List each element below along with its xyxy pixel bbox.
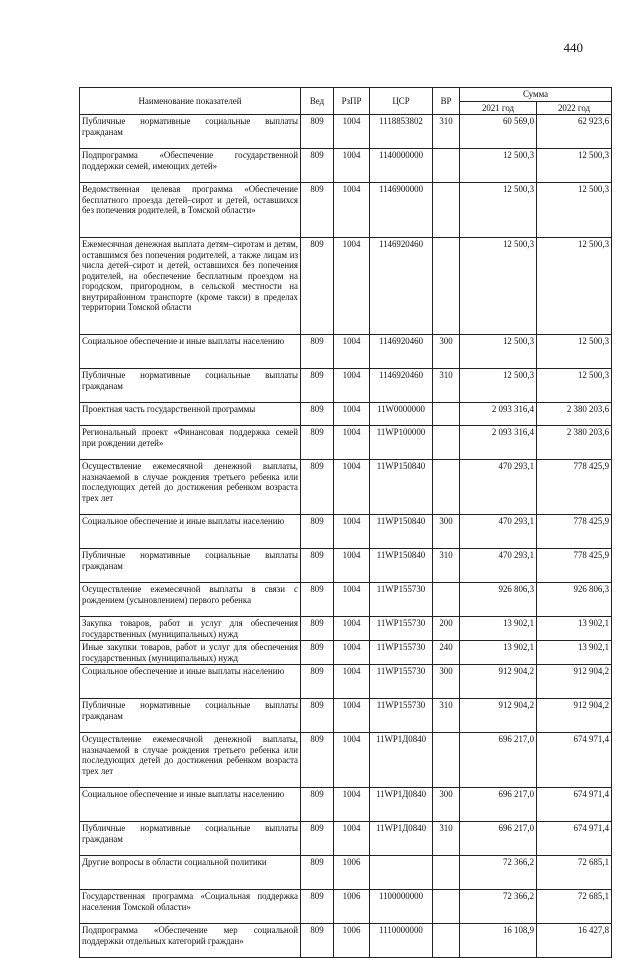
row-amount-2021: 912 904,2 xyxy=(460,665,537,699)
row-vr: 300 xyxy=(433,788,460,822)
header-csr: ЦСР xyxy=(370,88,433,115)
row-rzpr: 1004 xyxy=(334,822,370,856)
row-amount-2022: 2 380 203,6 xyxy=(537,426,612,460)
row-ved: 809 xyxy=(301,924,334,958)
row-rzpr: 1004 xyxy=(334,641,370,665)
row-rzpr: 1004 xyxy=(334,403,370,426)
header-year-2022: 2022 год xyxy=(537,101,612,115)
row-amount-2021: 470 293,1 xyxy=(460,460,537,515)
row-csr: 1146920460 xyxy=(370,238,433,335)
row-name: Закупка товаров, работ и услуг для обеспечения государственных (муниципальных) нужд xyxy=(80,617,301,641)
row-vr xyxy=(433,460,460,515)
table-row xyxy=(80,460,612,515)
row-csr: 11WP155730 xyxy=(370,583,433,617)
row-amount-2022: 926 806,3 xyxy=(537,583,612,617)
table-row xyxy=(80,549,612,583)
row-csr: 11WP1Д0840 xyxy=(370,822,433,856)
table-row xyxy=(80,115,612,149)
row-ved: 809 xyxy=(301,183,334,238)
row-amount-2021: 696 217,0 xyxy=(460,733,537,788)
row-vr xyxy=(433,583,460,617)
table-row xyxy=(80,924,612,958)
row-ved: 809 xyxy=(301,788,334,822)
row-amount-2021: 13 902,1 xyxy=(460,617,537,641)
table-row xyxy=(80,403,612,426)
row-csr: 11WP150840 xyxy=(370,515,433,549)
row-csr: 11WP100000 xyxy=(370,426,433,460)
header-year-2021: 2021 год xyxy=(460,101,537,115)
row-vr xyxy=(433,426,460,460)
row-ved: 809 xyxy=(301,369,334,403)
row-ved: 809 xyxy=(301,426,334,460)
row-name: Социальное обеспечение и иные выплаты населению xyxy=(80,665,301,699)
row-rzpr: 1004 xyxy=(334,515,370,549)
row-ved: 809 xyxy=(301,699,334,733)
row-amount-2021: 2 093 316,4 xyxy=(460,426,537,460)
row-vr: 310 xyxy=(433,115,460,149)
row-ved: 809 xyxy=(301,115,334,149)
row-name: Подпрограмма «Обеспечение государственной поддержки семей, имеющих детей» xyxy=(80,149,301,183)
row-rzpr: 1006 xyxy=(334,890,370,924)
row-name: Публичные нормативные социальные выплаты гражданам xyxy=(80,369,301,403)
row-amount-2021: 72 366,2 xyxy=(460,856,537,890)
header-summa: Сумма xyxy=(460,88,612,102)
row-csr: 1140000000 xyxy=(370,149,433,183)
row-rzpr: 1004 xyxy=(334,115,370,149)
table-row xyxy=(80,238,612,335)
row-name: Социальное обеспечение и иные выплаты населению xyxy=(80,788,301,822)
row-name: Иные закупки товаров, работ и услуг для обеспечения государственных (муниципальных) нужд xyxy=(80,641,301,665)
row-ved: 809 xyxy=(301,665,334,699)
row-rzpr: 1006 xyxy=(334,856,370,890)
table-row xyxy=(80,856,612,890)
row-vr: 310 xyxy=(433,369,460,403)
row-amount-2021: 912 904,2 xyxy=(460,699,537,733)
row-ved: 809 xyxy=(301,890,334,924)
row-rzpr: 1004 xyxy=(334,617,370,641)
row-name: Осуществление ежемесячной выплаты в связи с рождением (усыновлением) первого ребенка xyxy=(80,583,301,617)
row-vr xyxy=(433,890,460,924)
row-amount-2021: 12 500,3 xyxy=(460,369,537,403)
table-row xyxy=(80,699,612,733)
row-name: Социальное обеспечение и иные выплаты населению xyxy=(80,335,301,369)
table-row xyxy=(80,665,612,699)
table-row xyxy=(80,183,612,238)
table-row xyxy=(80,617,612,641)
row-name: Публичные нормативные социальные выплаты гражданам xyxy=(80,699,301,733)
row-csr: 1118853802 xyxy=(370,115,433,149)
row-amount-2022: 12 500,3 xyxy=(537,335,612,369)
row-rzpr: 1004 xyxy=(334,183,370,238)
row-amount-2022: 674 971,4 xyxy=(537,788,612,822)
row-ved: 809 xyxy=(301,403,334,426)
table-row xyxy=(80,426,612,460)
row-vr xyxy=(433,149,460,183)
row-rzpr: 1004 xyxy=(334,549,370,583)
row-amount-2021: 696 217,0 xyxy=(460,822,537,856)
row-ved: 809 xyxy=(301,238,334,335)
row-amount-2021: 12 500,3 xyxy=(460,149,537,183)
table-row xyxy=(80,515,612,549)
row-ved: 809 xyxy=(301,549,334,583)
row-vr xyxy=(433,183,460,238)
table-row xyxy=(80,641,612,665)
row-csr: 11W0000000 xyxy=(370,403,433,426)
row-name: Государственная программа «Социальная поддержка населения Томской области» xyxy=(80,890,301,924)
row-amount-2022: 674 971,4 xyxy=(537,733,612,788)
row-csr: 11WP155730 xyxy=(370,641,433,665)
row-rzpr: 1004 xyxy=(334,369,370,403)
row-rzpr: 1004 xyxy=(334,788,370,822)
row-rzpr: 1004 xyxy=(334,426,370,460)
row-vr: 310 xyxy=(433,699,460,733)
row-amount-2022: 674 971,4 xyxy=(537,822,612,856)
row-vr: 300 xyxy=(433,335,460,369)
page-number: 440 xyxy=(563,40,583,55)
row-amount-2022: 778 425,9 xyxy=(537,460,612,515)
header-ved: Вед xyxy=(301,88,334,115)
header-rzpr: РзПР xyxy=(334,88,370,115)
row-amount-2022: 12 500,3 xyxy=(537,183,612,238)
row-vr xyxy=(433,924,460,958)
row-ved: 809 xyxy=(301,617,334,641)
row-amount-2021: 12 500,3 xyxy=(460,183,537,238)
table-row xyxy=(80,335,612,369)
row-ved: 809 xyxy=(301,515,334,549)
row-rzpr: 1004 xyxy=(334,699,370,733)
row-amount-2022: 778 425,9 xyxy=(537,515,612,549)
row-amount-2022: 2 380 203,6 xyxy=(537,403,612,426)
row-amount-2021: 926 806,3 xyxy=(460,583,537,617)
row-csr: 11WP150840 xyxy=(370,460,433,515)
row-amount-2021: 12 500,3 xyxy=(460,238,537,335)
row-amount-2021: 470 293,1 xyxy=(460,549,537,583)
row-ved: 809 xyxy=(301,149,334,183)
row-amount-2022: 13 902,1 xyxy=(537,617,612,641)
header-vr: ВР xyxy=(433,88,460,115)
row-name: Осуществление ежемесячной денежной выплаты, назначаемой в случае рождения третьего ребенка или последующих детей до достижения ребенком возраста трех лет xyxy=(80,733,301,788)
row-ved: 809 xyxy=(301,641,334,665)
row-csr: 11WP155730 xyxy=(370,665,433,699)
row-amount-2022: 12 500,3 xyxy=(537,238,612,335)
row-ved: 809 xyxy=(301,856,334,890)
row-amount-2022: 12 500,3 xyxy=(537,369,612,403)
row-amount-2021: 13 902,1 xyxy=(460,641,537,665)
row-csr: 1100000000 xyxy=(370,890,433,924)
row-csr: 11WP155730 xyxy=(370,617,433,641)
row-amount-2021: 12 500,3 xyxy=(460,335,537,369)
row-amount-2022: 912 904,2 xyxy=(537,665,612,699)
row-csr xyxy=(370,856,433,890)
table-row xyxy=(80,733,612,788)
row-csr: 11WP150840 xyxy=(370,549,433,583)
row-ved: 809 xyxy=(301,822,334,856)
table-row xyxy=(80,149,612,183)
table-row xyxy=(80,788,612,822)
row-amount-2021: 696 217,0 xyxy=(460,788,537,822)
row-name: Осуществление ежемесячной денежной выплаты, назначаемой в случае рождения третьего ребенка или последующих детей до достижения ребенком возраста трех лет xyxy=(80,460,301,515)
row-rzpr: 1004 xyxy=(334,733,370,788)
table-body xyxy=(80,115,612,958)
row-amount-2021: 72 366,2 xyxy=(460,890,537,924)
row-name: Проектная часть государственной программы xyxy=(80,403,301,426)
row-csr: 1146920460 xyxy=(370,335,433,369)
budget-table xyxy=(79,87,612,958)
row-vr: 300 xyxy=(433,515,460,549)
row-name: Другие вопросы в области социальной политики xyxy=(80,856,301,890)
row-csr: 11WP1Д0840 xyxy=(370,788,433,822)
row-csr: 11WP1Д0840 xyxy=(370,733,433,788)
row-rzpr: 1004 xyxy=(334,460,370,515)
table-row xyxy=(80,583,612,617)
row-csr: 1146900000 xyxy=(370,183,433,238)
table-row xyxy=(80,890,612,924)
row-name: Социальное обеспечение и иные выплаты населению xyxy=(80,515,301,549)
row-vr: 200 xyxy=(433,617,460,641)
row-csr: 1146920460 xyxy=(370,369,433,403)
row-amount-2022: 62 923,6 xyxy=(537,115,612,149)
row-name: Публичные нормативные социальные выплаты гражданам xyxy=(80,549,301,583)
row-ved: 809 xyxy=(301,583,334,617)
row-amount-2021: 16 108,9 xyxy=(460,924,537,958)
row-name: Ежемесячная денежная выплата детям–сиротам и детям, оставшимся без попечения родителей, а также лицам из числа детей–сирот и детей, оставшихся без попечения родителей, на обеспечение бесплатным проездом на городском, пригородном, в сельской местности на внутрирайонном транспорте (кроме такси) в пределах территории Томской области xyxy=(80,238,301,335)
row-rzpr: 1006 xyxy=(334,924,370,958)
row-rzpr: 1004 xyxy=(334,335,370,369)
row-rzpr: 1004 xyxy=(334,583,370,617)
row-name: Ведомственная целевая программа «Обеспечение бесплатного проезда детей–сирот и детей, оставшихся без попечения родителей, в Томской области» xyxy=(80,183,301,238)
row-rzpr: 1004 xyxy=(334,149,370,183)
row-ved: 809 xyxy=(301,460,334,515)
row-name: Публичные нормативные социальные выплаты гражданам xyxy=(80,822,301,856)
row-amount-2021: 60 569,0 xyxy=(460,115,537,149)
row-vr: 310 xyxy=(433,549,460,583)
row-amount-2022: 16 427,8 xyxy=(537,924,612,958)
row-vr: 310 xyxy=(433,822,460,856)
row-rzpr: 1004 xyxy=(334,238,370,335)
row-name: Подпрограмма «Обеспечение мер социальной поддержки отдельных категорий граждан» xyxy=(80,924,301,958)
row-ved: 809 xyxy=(301,733,334,788)
row-name: Публичные нормативные социальные выплаты гражданам xyxy=(80,115,301,149)
row-amount-2021: 2 093 316,4 xyxy=(460,403,537,426)
row-vr xyxy=(433,238,460,335)
table-row xyxy=(80,369,612,403)
row-amount-2022: 72 685,1 xyxy=(537,856,612,890)
table-row xyxy=(80,822,612,856)
row-name: Региональный проект «Финансовая поддержка семей при рождении детей» xyxy=(80,426,301,460)
row-amount-2022: 12 500,3 xyxy=(537,149,612,183)
row-csr: 1110000000 xyxy=(370,924,433,958)
row-vr xyxy=(433,856,460,890)
header-name: Наименование показателей xyxy=(80,88,301,115)
row-amount-2022: 778 425,9 xyxy=(537,549,612,583)
row-csr: 11WP155730 xyxy=(370,699,433,733)
row-amount-2022: 72 685,1 xyxy=(537,890,612,924)
row-rzpr: 1004 xyxy=(334,665,370,699)
row-amount-2021: 470 293,1 xyxy=(460,515,537,549)
row-ved: 809 xyxy=(301,335,334,369)
row-vr: 240 xyxy=(433,641,460,665)
row-amount-2022: 13 902,1 xyxy=(537,641,612,665)
row-vr xyxy=(433,733,460,788)
row-vr xyxy=(433,403,460,426)
row-vr: 300 xyxy=(433,665,460,699)
row-amount-2022: 912 904,2 xyxy=(537,699,612,733)
